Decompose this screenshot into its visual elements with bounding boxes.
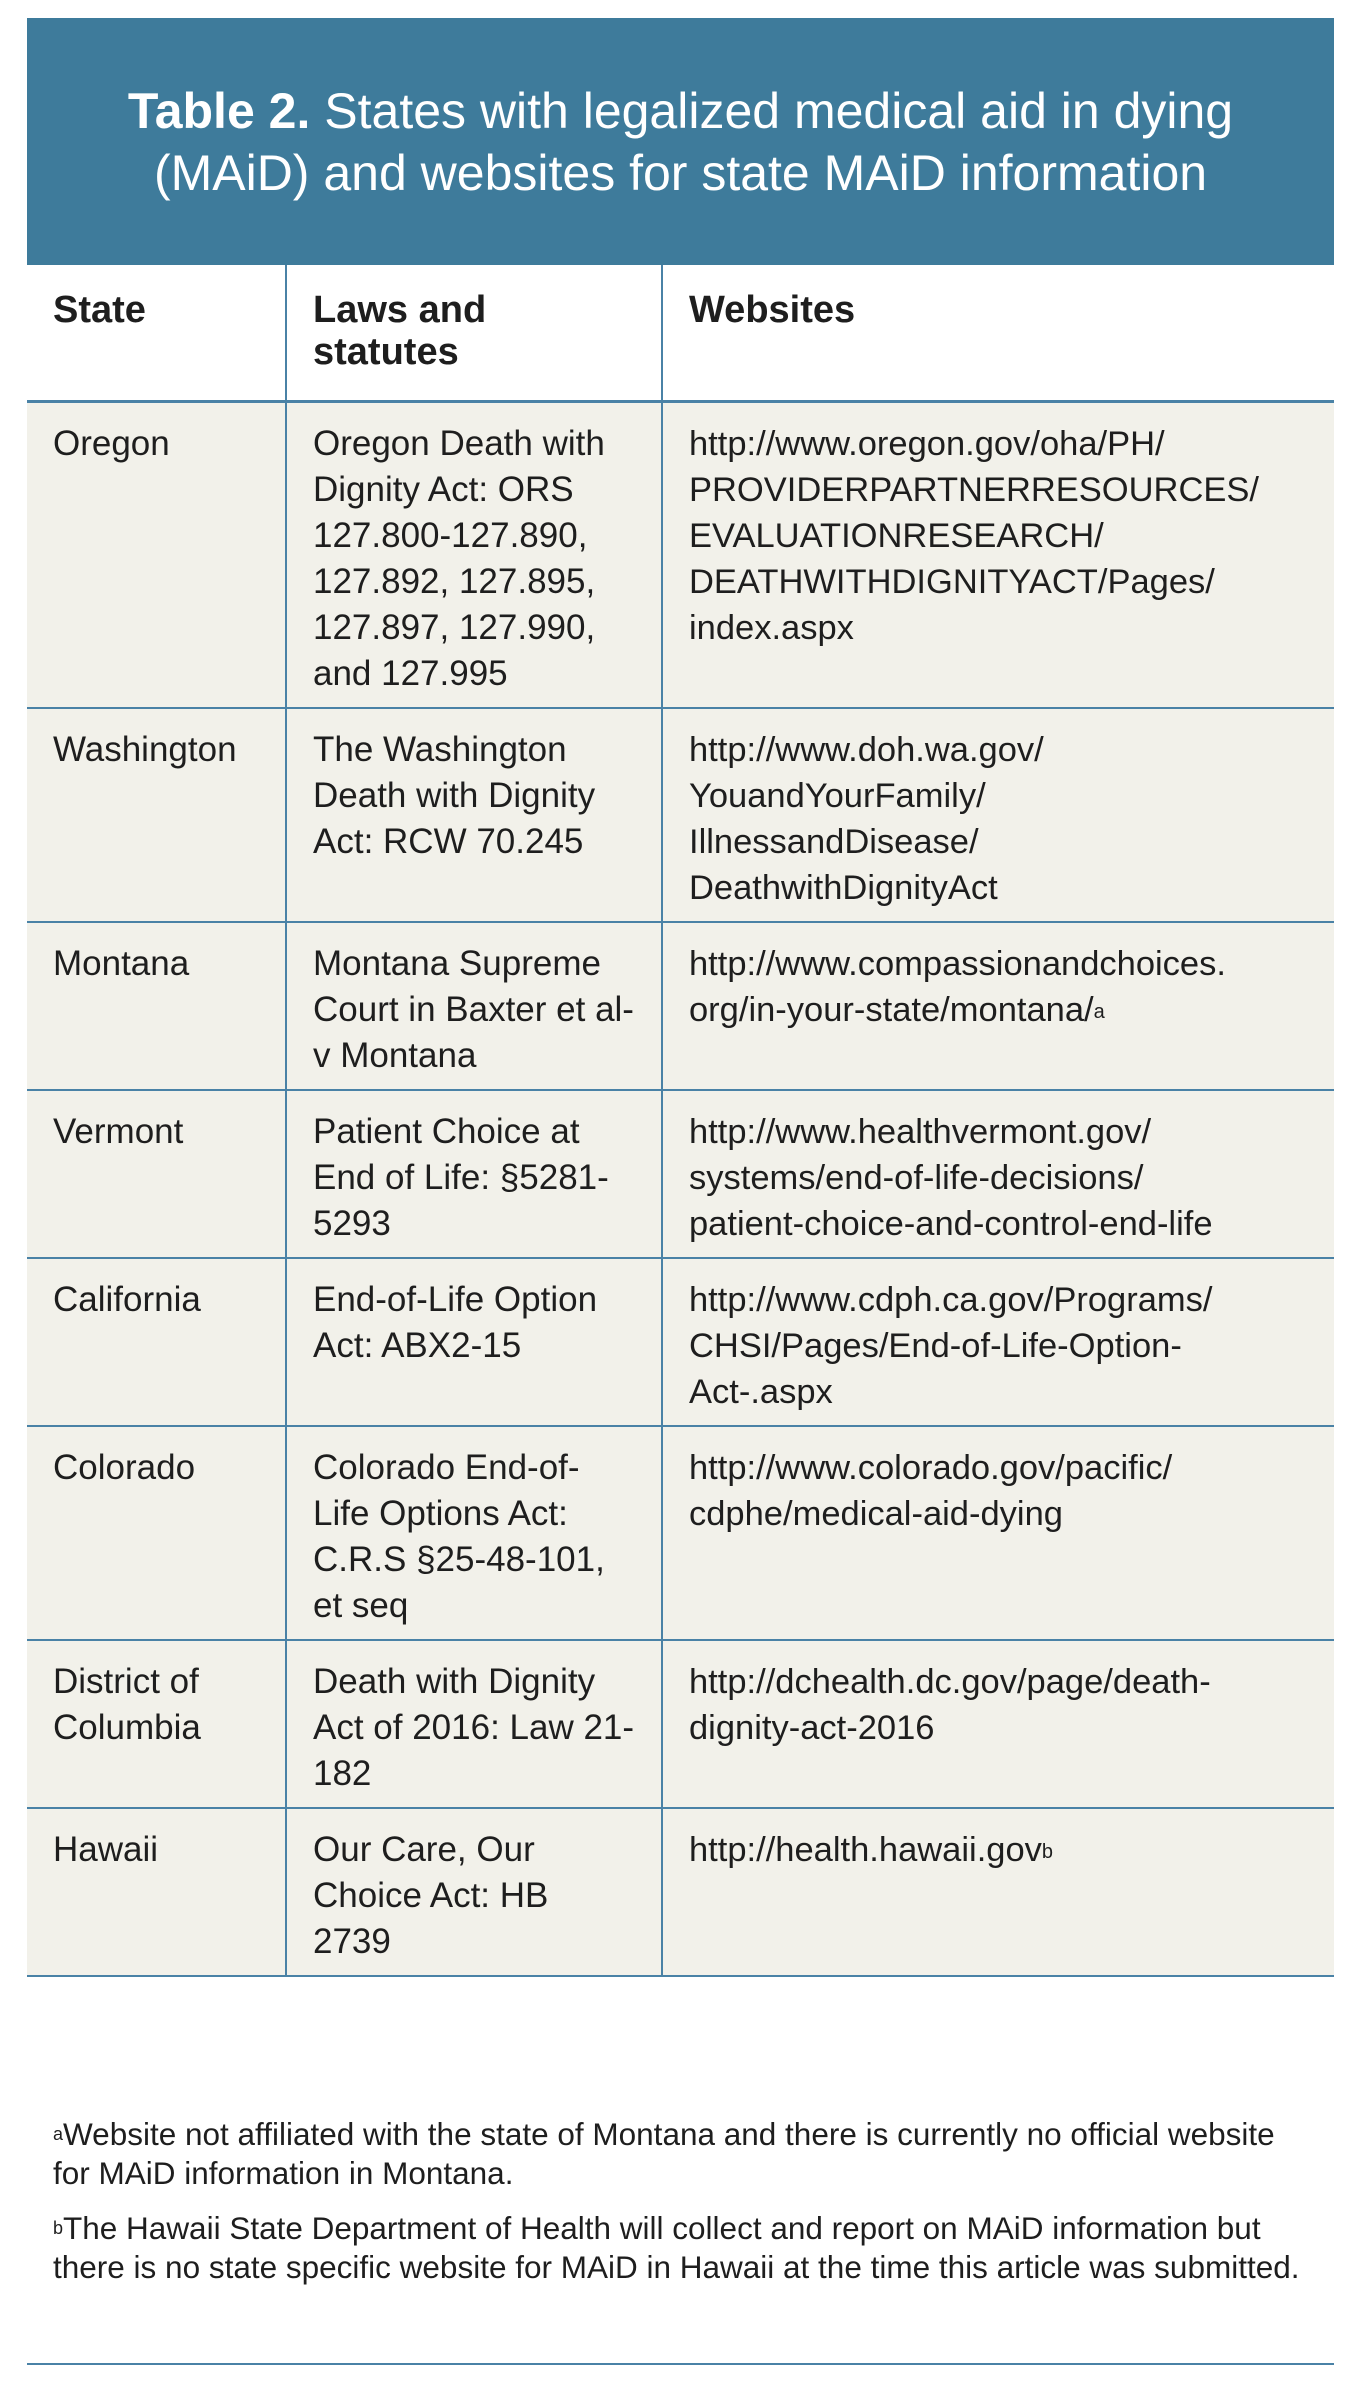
website-cell <box>662 708 1334 922</box>
website-cell <box>662 401 1334 708</box>
footnote-a <box>53 2115 1308 2193</box>
website-link-line[interactable]: http://www.doh.wa.gov/ <box>689 730 1044 769</box>
website-link-line[interactable]: dignity-act-2016 <box>689 1708 935 1747</box>
law-cell: Colorado End-of-Life Options Act: C.R.S §25-48-101, et seq <box>286 1426 662 1640</box>
footnote-mark: a <box>53 2124 64 2144</box>
table-row <box>27 1808 1334 1976</box>
website-link-line[interactable]: YouandYourFamily/ <box>689 776 986 815</box>
website-cell <box>662 1640 1334 1808</box>
website-link-line[interactable]: org/in-your-state/montana/ <box>689 990 1094 1029</box>
column-header-state: State <box>27 265 286 401</box>
website-cell <box>662 1426 1334 1640</box>
website-link-line[interactable]: http://dchealth.dc.gov/page/death- <box>689 1662 1211 1701</box>
website-link-line[interactable]: http://www.oregon.gov/oha/PH/ <box>689 424 1165 463</box>
table-title-label: Table 2. <box>127 82 311 139</box>
website-link-line[interactable]: http://www.compassionandchoices. <box>689 944 1226 983</box>
law-cell: The Washington Death with Dignity Act: RCW 70.245 <box>286 708 662 922</box>
state-cell: Washington <box>27 708 286 922</box>
maid-table-container <box>27 18 1334 1977</box>
law-cell: Our Care, Our Choice Act: HB 2739 <box>286 1808 662 1976</box>
footnote-reference: b <box>1041 1840 1054 1863</box>
law-cell: Oregon Death with Dignity Act: ORS 127.800-127.890, 127.892, 127.895, 127.897, 127.990, and 127.995 <box>286 401 662 708</box>
table-title-text: States with legalized medical aid in dying (MAiD) and websites for state MAiD information <box>153 82 1234 201</box>
website-link-line[interactable]: http://www.cdph.ca.gov/Programs/ <box>689 1280 1213 1319</box>
footnote-b <box>53 2209 1308 2287</box>
footnote-text: The Hawaii State Department of Health will collect and report on MAiD information but there is no state specific website for MAiD in Hawaii at the time this article was submitted. <box>53 2210 1300 2285</box>
footnote-text: Website not affiliated with the state of Montana and there is currently no official website for MAiD information in Montana. <box>53 2116 1275 2191</box>
website-link-line[interactable]: EVALUATIONRESEARCH/ <box>689 516 1104 555</box>
footnote-reference: a <box>1093 1000 1105 1023</box>
website-link-line[interactable]: http://www.colorado.gov/pacific/ <box>689 1448 1173 1487</box>
column-header-laws: Laws and statutes <box>286 265 662 401</box>
law-cell: Death with Dignity Act of 2016: Law 21-182 <box>286 1640 662 1808</box>
website-link-line[interactable]: IllnessandDisease/ <box>689 822 979 861</box>
table-row <box>27 708 1334 922</box>
table-row <box>27 922 1334 1090</box>
table-row <box>27 1258 1334 1426</box>
column-header-websites: Websites <box>662 265 1334 401</box>
maid-table <box>27 265 1334 1977</box>
footnotes <box>27 2091 1334 2303</box>
website-link-line[interactable]: PROVIDERPARTNERRESOURCES/ <box>689 470 1259 509</box>
website-link-line[interactable]: http://health.hawaii.gov <box>689 1830 1042 1869</box>
table-title <box>27 18 1334 265</box>
law-cell: End-of-Life Option Act: ABX2-15 <box>286 1258 662 1426</box>
law-cell: Montana Supreme Court in Baxter et al-v Montana <box>286 922 662 1090</box>
table-row <box>27 401 1334 708</box>
website-link-line[interactable]: http://www.healthvermont.gov/ <box>689 1112 1152 1151</box>
table-header-row <box>27 265 1334 401</box>
state-cell: Colorado <box>27 1426 286 1640</box>
website-link-line[interactable]: CHSI/Pages/End-of-Life-Option- <box>689 1326 1182 1365</box>
state-cell: Oregon <box>27 401 286 708</box>
law-cell: Patient Choice at End of Life: §5281-5293 <box>286 1090 662 1258</box>
table-row <box>27 1426 1334 1640</box>
table-body <box>27 401 1334 1976</box>
state-cell: District of Columbia <box>27 1640 286 1808</box>
website-link-line[interactable]: index.aspx <box>689 608 854 647</box>
website-link-line[interactable]: DeathwithDignityAct <box>689 868 998 907</box>
website-link-line[interactable]: DEATHWITHDIGNITYACT/Pages/ <box>689 562 1215 601</box>
state-cell: Montana <box>27 922 286 1090</box>
bottom-divider <box>27 2363 1334 2365</box>
footnote-mark: b <box>53 2218 64 2238</box>
state-cell: California <box>27 1258 286 1426</box>
website-link-line[interactable]: Act-.aspx <box>689 1372 833 1411</box>
website-link-line[interactable]: patient-choice-and-control-end-life <box>689 1204 1213 1243</box>
table-row <box>27 1090 1334 1258</box>
website-cell <box>662 1090 1334 1258</box>
website-cell <box>662 1808 1334 1976</box>
state-cell: Vermont <box>27 1090 286 1258</box>
website-link-line[interactable]: cdphe/medical-aid-dying <box>689 1494 1063 1533</box>
table-row <box>27 1640 1334 1808</box>
website-cell <box>662 1258 1334 1426</box>
website-cell <box>662 922 1334 1090</box>
website-link-line[interactable]: systems/end-of-life-decisions/ <box>689 1158 1144 1197</box>
state-cell: Hawaii <box>27 1808 286 1976</box>
